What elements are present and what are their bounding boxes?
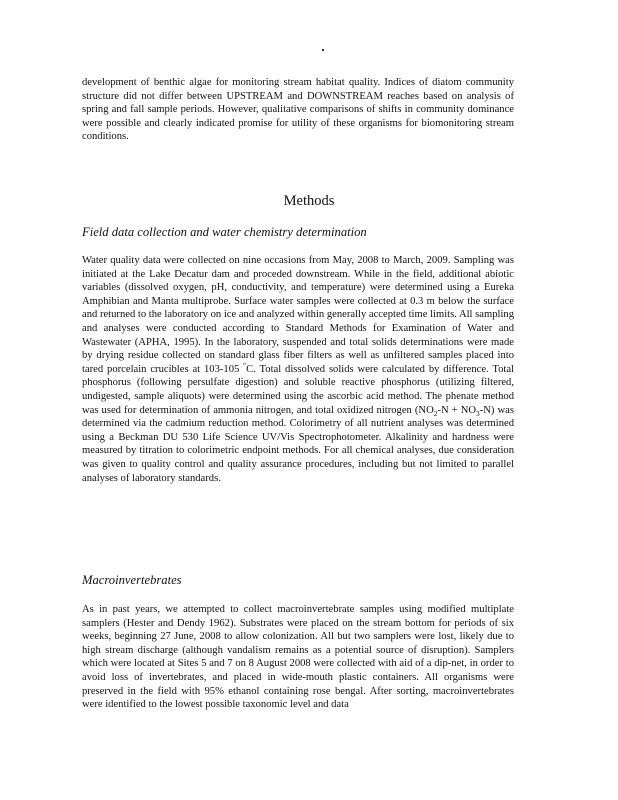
scan-speck: [322, 49, 324, 51]
methods-heading: Methods: [283, 193, 335, 209]
field-data-paragraph: Water quality data were collected on nine occasions from May, 2008 to March, 2009. Sampling was initiated at the Lake Decatur dam and proceded downstream. While in the field, additional abiotic variables (dissolved oxygen, pH, conductivity, and temperature) were determined using a Eureka Amphibian and Manta multiprobe. Surface water samples were collected at 0.3 m below the surface and returned to the laboratory on ice and analyzed within generally accepted time limits. All sampling and analyses were conducted according to Standard Methods for Examination of Water and Wastewater (APHA, 1995). In the laboratory, suspended and total solids determinations were made by drying residue collected on standard glass fiber filters as well as unfiltered samples placed into tared porcelain crucibles at 103-105 °C. Total dissolved solids were calculated by difference. Total phosphorus (following persulfate digestion) and soluble reactive phosphorus (utilizing filtered, undigested, sample aliquots) were determined using the ascorbic acid method. The phenate method was used for determination of ammonia nitrogen, and total oxidized nitrogen $(NO_2-N + NO_3-N)$ was determined via the cadmium reduction method. Colorimetry of all nutrient analyses was determined using a Beckman DU 530 Life Science UV/Vis Spectrophotometer. Alkalinity and hardness were measured by titration to colorimetric endpoint methods. For all chemical analyses, due consideration was given to quality control and quality assurance procedures, including but not limited to parallel analyses of laboratory standards.: [82, 255, 514, 484]
macroinvertebrates-heading: Macroinvertebrates: [82, 573, 182, 587]
field-data-heading: Field data collection and water chemistry determination: [82, 225, 367, 239]
intro-paragraph: development of benthic algae for monitoring stream habitat quality. Indices of diatom community structure did not differ between UPSTREAM and DOWNSTREAM reaches based on analysis of spring and fall sample periods. However, qualitative comparisons of shifts in community dominance were possible and clearly indicated promise for utility of these organisms for biomonitoring stream conditions.: [82, 77, 514, 143]
macroinvertebrates-paragraph: As in past years, we attempted to collect macroinvertebrate samples using modified multiplate samplers (Hester and Dendy 1962). Substrates were placed on the stream bottom for periods of six weeks, beginning 27 June, 2008 to allow colonization. All but two samplers were lost, likely due to high stream discharge (although vandalism remains as a potential source of disruption). Samplers which were located at Sites 5 and 7 on 8 August 2008 were collected with aid of a dip-net, in order to avoid loss of invertebrates, and placed in wide-mouth plastic containers. All organisms were preserved in the field with 95% ethanol containing rose bengal. After sorting, macroinvertebrates were identified to the lowest possible taxonomic level and data: [82, 604, 514, 711]
